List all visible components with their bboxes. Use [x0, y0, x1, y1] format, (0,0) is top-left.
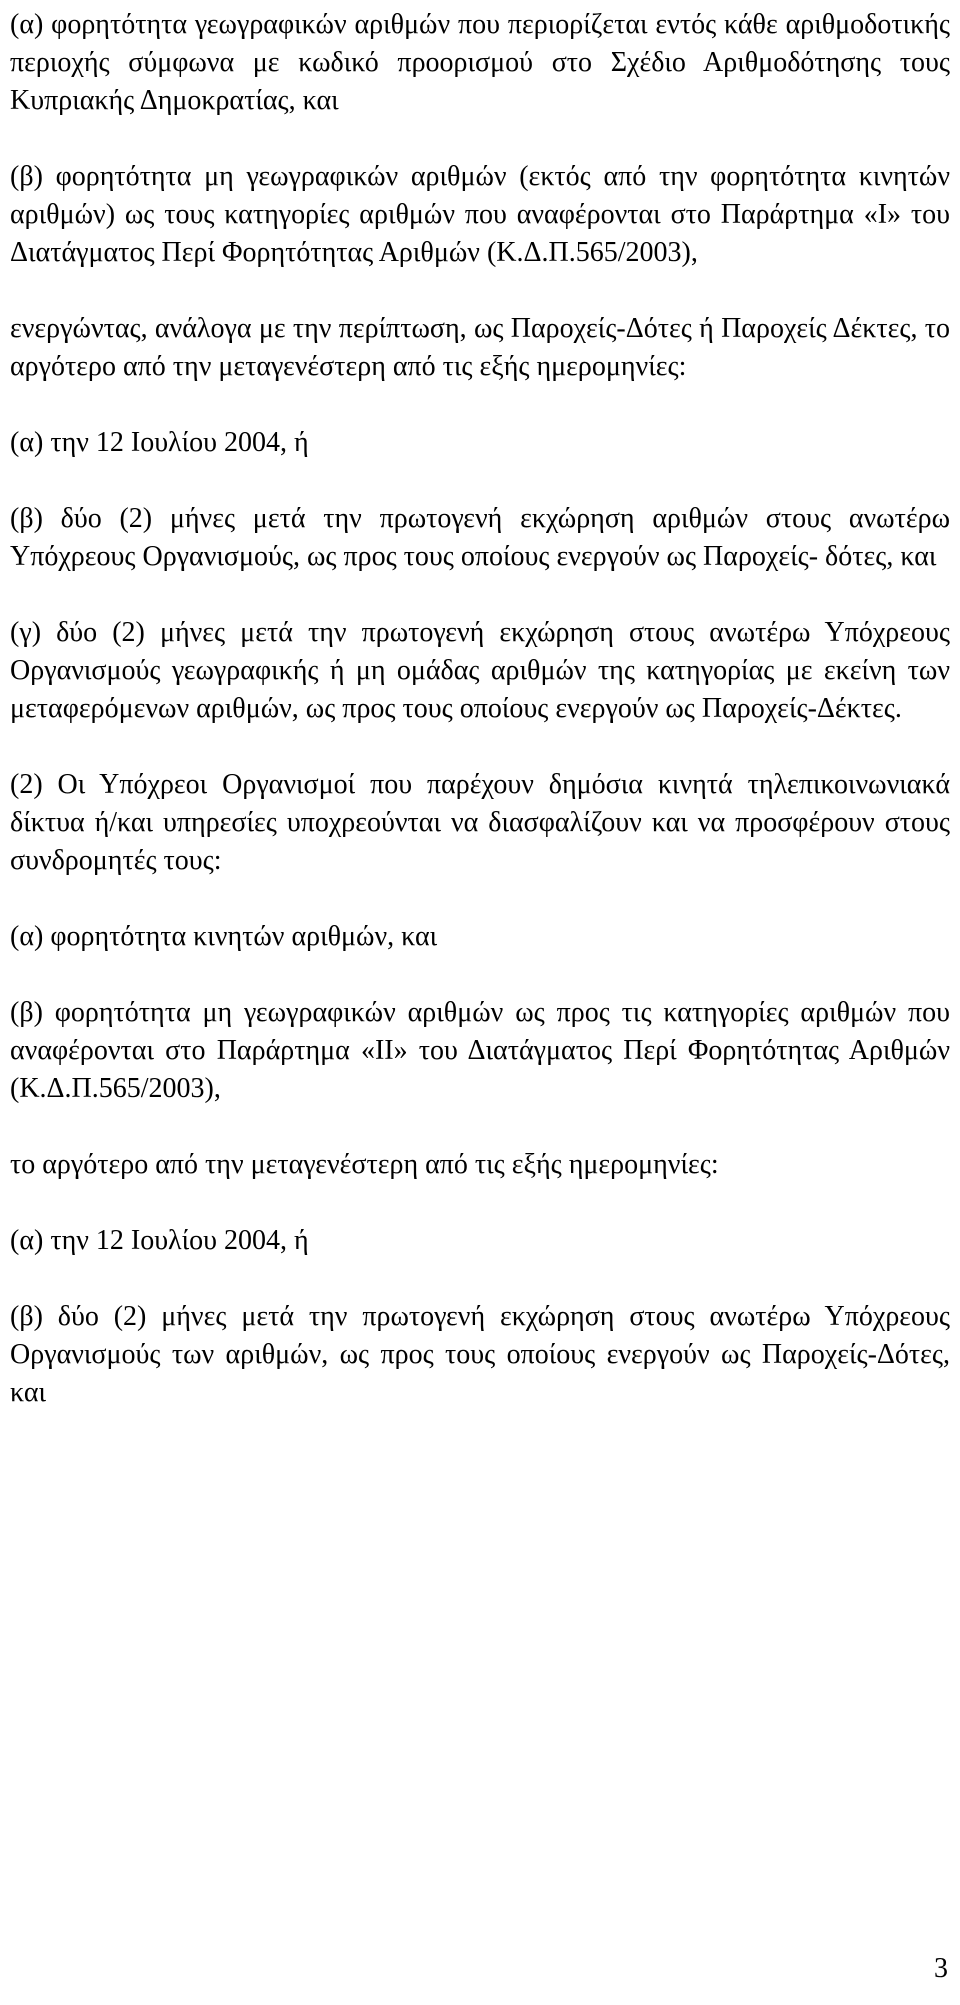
- paragraph-date-option-c: (γ) δύο (2) μήνες μετά την πρωτογενή εκχώρηση στους ανωτέρω Υπόχρεους Οργανισμούς γεωγραφικής ή μη ομάδας αριθμών της κατηγορίας με εκείνη των μεταφερόμενων αριθμών, ως προς τους οποίους ενεργούν ως Παροχείς-Δέκτες.: [10, 617, 950, 724]
- paragraph-mobile-portability: (α) φορητότητα κινητών αριθμών, και: [10, 921, 438, 952]
- paragraph-second-date-option-a: (α) την 12 Ιουλίου 2004, ή: [10, 1225, 309, 1256]
- paragraph-latest-dates-intro: το αργότερο από την μεταγενέστερη από τις εξής ημερομηνίες:: [10, 1149, 719, 1180]
- document-body: [10, 6, 950, 1450]
- paragraph-mobile-operators-obligation: (2) Οι Υπόχρεοι Οργανισμοί που παρέχουν δημόσια κινητά τηλεπικοινωνιακά δίκτυα ή/και υπηρεσίες υποχρεούνται να διασφαλίζουν και να προσφέρουν στους συνδρομητές τους:: [10, 769, 950, 876]
- paragraph-date-option-b: (β) δύο (2) μήνες μετά την πρωτογενή εκχώρηση αριθμών στους ανωτέρω Υπόχρεους Οργανισμούς, ως προς τους οποίους ενεργούν ως Παροχείς- δότες, και: [10, 503, 950, 572]
- paragraph-date-option-a: (α) την 12 Ιουλίου 2004, ή: [10, 427, 309, 458]
- paragraph-geographic-portability: (α) φορητότητα γεωγραφικών αριθμών που περιορίζεται εντός κάθε αριθμοδοτικής περιοχής σύμφωνα με κωδικό προορισμού στο Σχέδιο Αριθμοδότησης τους Κυπριακής Δημοκρατίας, και: [10, 9, 950, 116]
- paragraph-mobile-non-geographic-portability: (β) φορητότητα μη γεωγραφικών αριθμών ως προς τις κατηγορίες αριθμών που αναφέρονται στο Παράρτημα «ΙΙ» του Διατάγματος Περί Φορητότητας Αριθμών (Κ.Δ.Π.565/2003),: [10, 997, 950, 1104]
- paragraph-acting-as-providers: ενεργώντας, ανάλογα με την περίπτωση, ως Παροχείς-Δότες ή Παροχείς Δέκτες, το αργότερο από την μεταγενέστερη από τις εξής ημερομηνίες:: [10, 313, 950, 382]
- page-number: 3: [934, 1953, 948, 1984]
- paragraph-non-geographic-portability: (β) φορητότητα μη γεωγραφικών αριθμών (εκτός από την φορητότητα κινητών αριθμών) ως τους κατηγορίες αριθμών που αναφέρονται στο Παράρτημα «Ι» του Διατάγματος Περί Φορητότητας Αριθμών (Κ.Δ.Π.565/2003),: [10, 161, 950, 268]
- paragraph-second-date-option-b: (β) δύο (2) μήνες μετά την πρωτογενή εκχώρηση στους ανωτέρω Υπόχρεους Οργανισμούς των αριθμών, ως προς τους οποίους ενεργούν ως Παροχείς-Δότες, και: [10, 1301, 950, 1408]
